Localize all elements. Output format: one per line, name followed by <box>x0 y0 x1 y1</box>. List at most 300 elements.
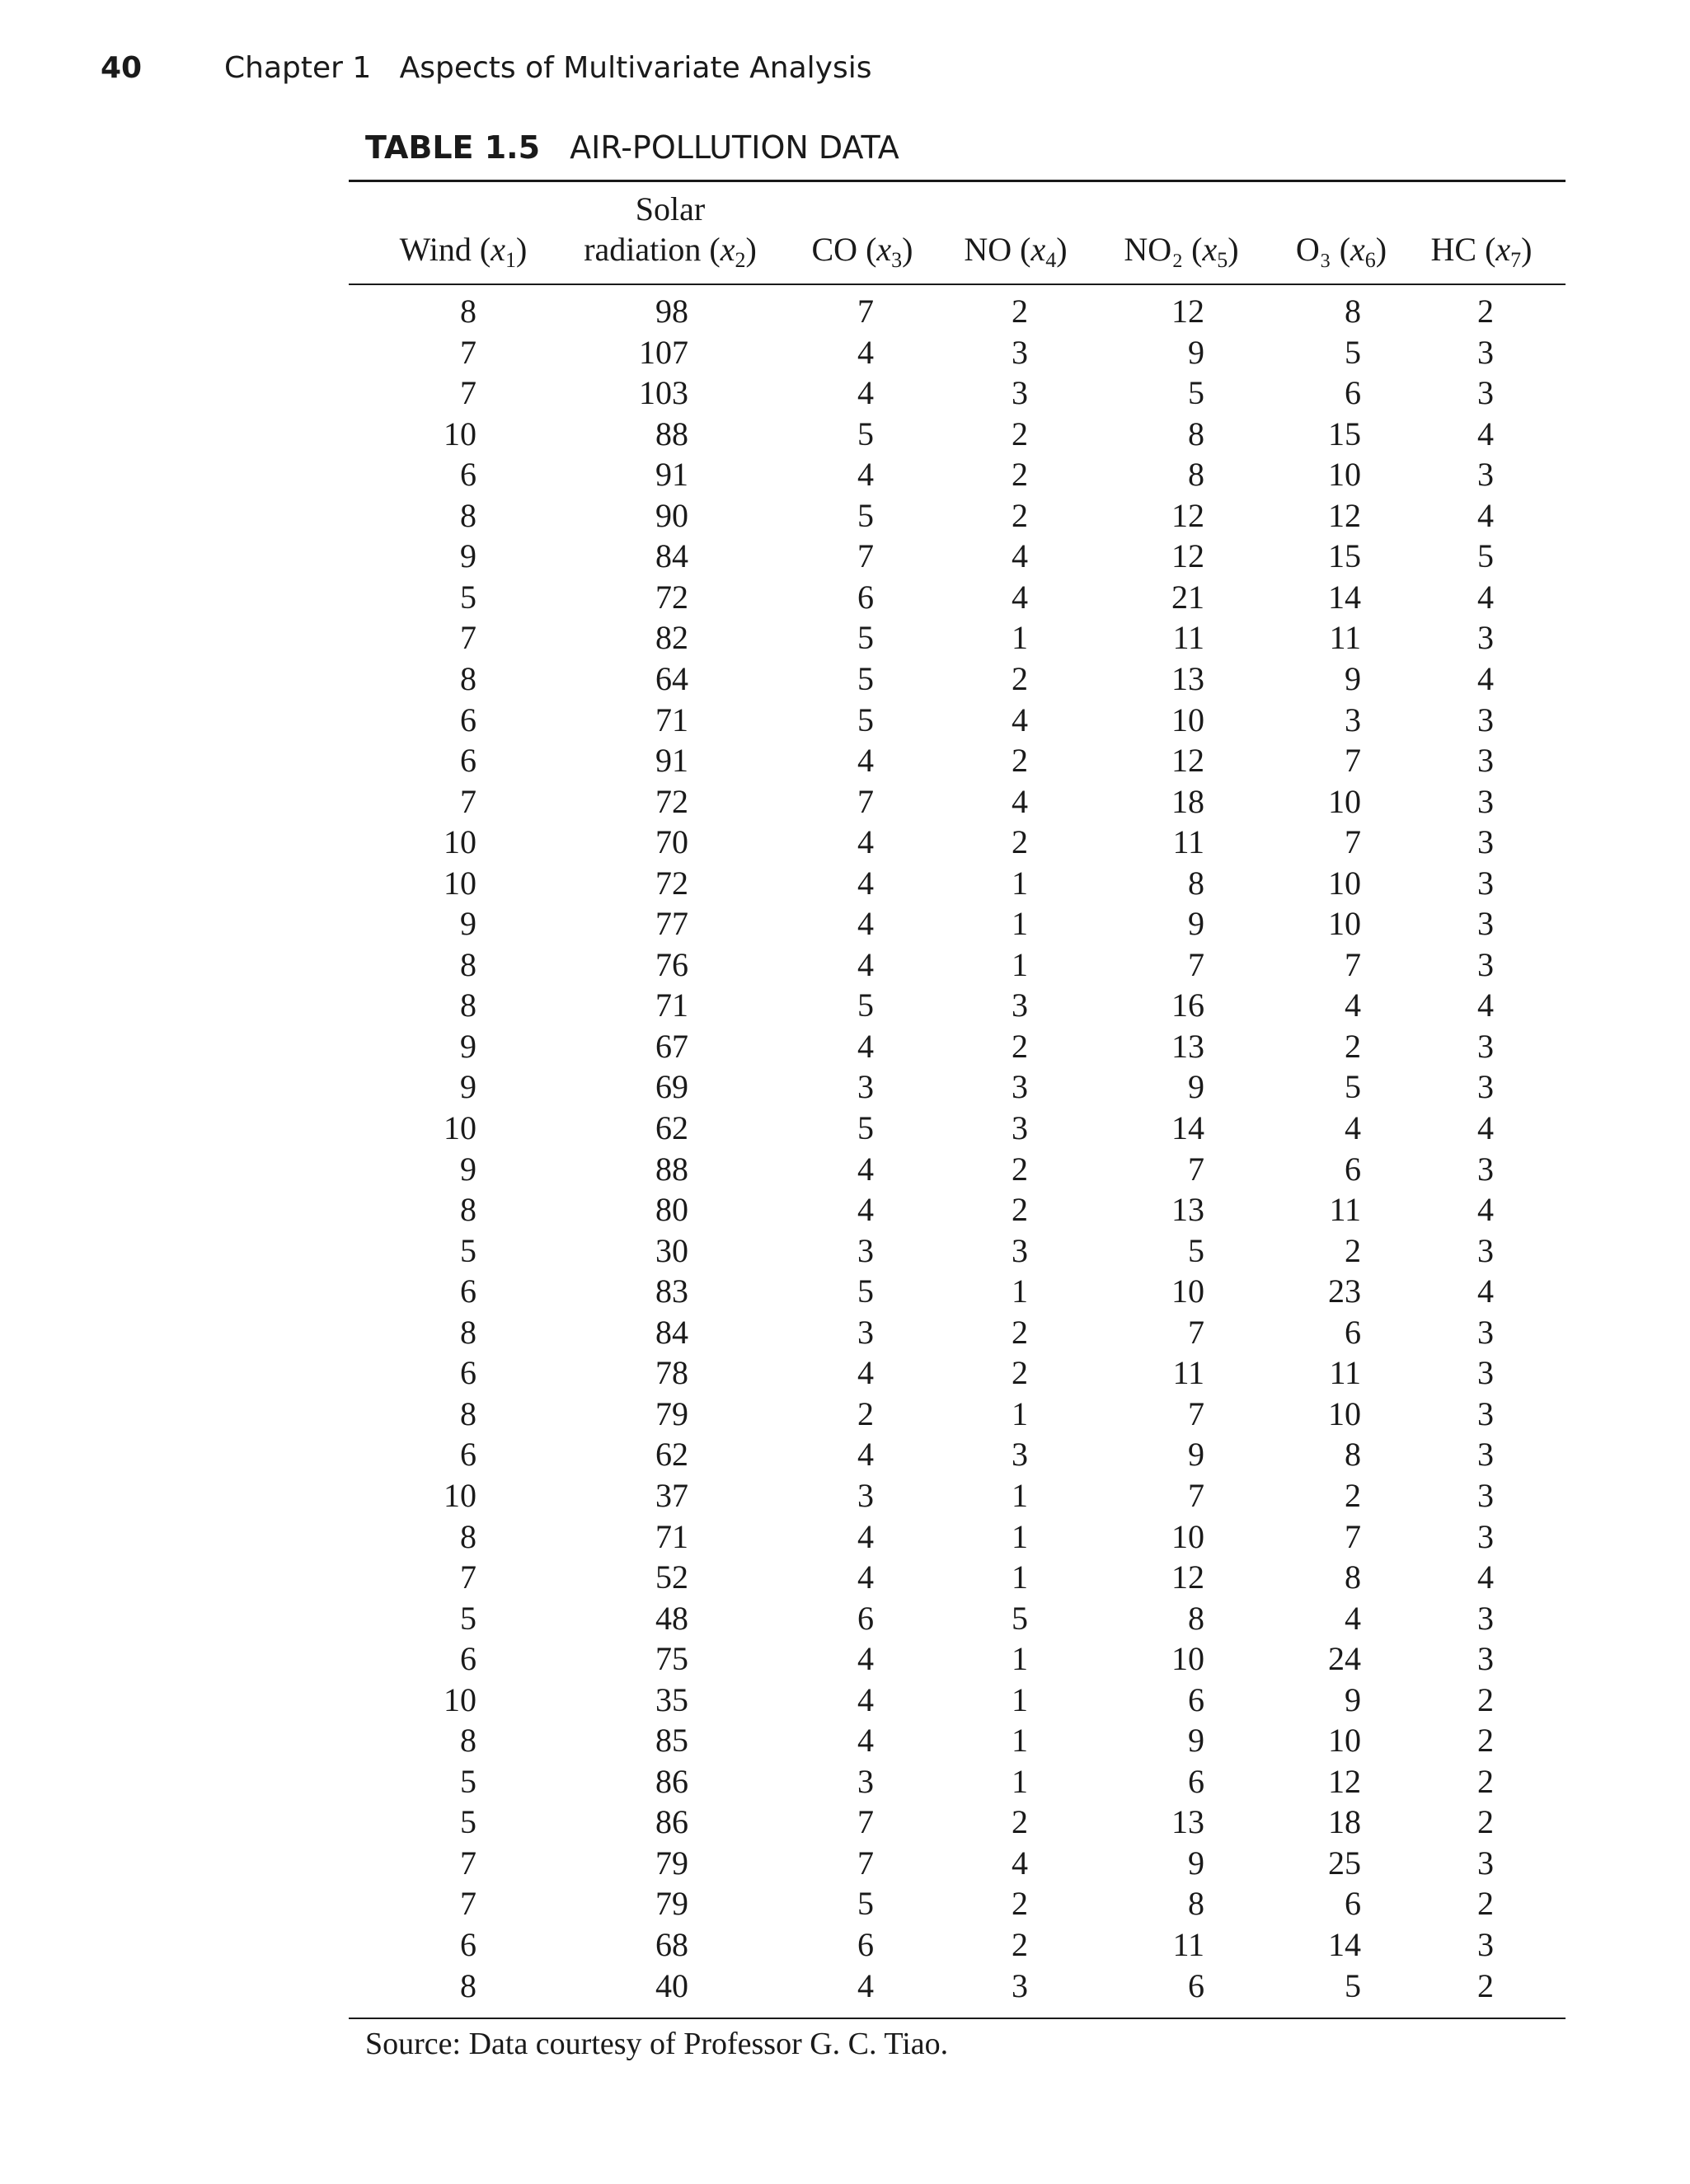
table-cell: 3 <box>1477 1354 1494 1392</box>
table-cell: 71 <box>655 701 688 738</box>
table-cell: 5 <box>857 987 874 1024</box>
table-cell: 86 <box>655 1803 688 1841</box>
table-cell: 6 <box>1188 1680 1204 1718</box>
table-cell: 7 <box>1188 1394 1204 1432</box>
table-cell: 4 <box>857 905 874 943</box>
table-cell: 2 <box>1012 1313 1028 1351</box>
table-cell: 3 <box>1477 1436 1494 1474</box>
table-cell: 79 <box>655 1394 688 1432</box>
table-cell: 8 <box>460 1966 476 2004</box>
table-cell: 10 <box>444 823 476 861</box>
table-cell: 2 <box>1012 1027 1028 1065</box>
table-cell: 8 <box>1188 1885 1204 1923</box>
table-cell: 3 <box>1012 1231 1028 1269</box>
table-cell: 10 <box>444 415 476 452</box>
table-cell: 10 <box>1328 905 1361 943</box>
table-cell: 6 <box>1188 1966 1204 2004</box>
table-cell: 3 <box>1477 1517 1494 1555</box>
table-cell: 8 <box>1188 1599 1204 1637</box>
table-cell: 8 <box>460 945 476 983</box>
table-cell: 6 <box>857 1599 874 1637</box>
table-cell: 1 <box>1012 1640 1028 1678</box>
table-cell: 4 <box>1477 659 1494 697</box>
table-cell: 4 <box>857 1191 874 1229</box>
table-cell: 3 <box>1477 864 1494 902</box>
table-bottom-rule <box>349 2018 1566 2019</box>
table-cell: 1 <box>1012 945 1028 983</box>
table-cell: 30 <box>655 1231 688 1269</box>
table-caption: AIR-POLLUTION DATA <box>570 129 899 166</box>
table-cell: 2 <box>1012 1150 1028 1188</box>
table-cell: 62 <box>655 1109 688 1146</box>
table-cell: 4 <box>857 945 874 983</box>
table-cell: 98 <box>655 293 688 330</box>
table-cell: 13 <box>1171 1027 1204 1065</box>
table-cell: 7 <box>1188 1313 1204 1351</box>
table-cell: 71 <box>655 987 688 1024</box>
table-cell: 7 <box>460 1844 476 1882</box>
table-cell: 6 <box>1345 374 1361 412</box>
table-cell: 1 <box>1012 905 1028 943</box>
table-cell: 3 <box>857 1313 874 1351</box>
table-cell: 2 <box>1012 1885 1028 1923</box>
table-cell: 14 <box>1328 578 1361 616</box>
column-header: NO $(x_4)$ <box>964 231 1068 272</box>
table-cell: 8 <box>460 659 476 697</box>
table-cell: 2 <box>1477 1885 1494 1923</box>
table-cell: 69 <box>655 1068 688 1106</box>
table-cell: 5 <box>1477 537 1494 575</box>
table-cell: 6 <box>857 1926 874 1963</box>
table-cell: 1 <box>1012 1762 1028 1800</box>
table-cell: 2 <box>1012 293 1028 330</box>
table-cell: 3 <box>1012 1436 1028 1474</box>
table-cell: 3 <box>1477 1476 1494 1514</box>
table-cell: 7 <box>857 537 874 575</box>
table-source-note: Source: Data courtesy of Professor G. C. Tiao. <box>365 2027 949 2061</box>
table-cell: 9 <box>460 905 476 943</box>
table-cell: 4 <box>1477 415 1494 452</box>
table-cell: 4 <box>857 864 874 902</box>
table-cell: 2 <box>1477 1966 1494 2004</box>
running-head: Chapter 1 Aspects of Multivariate Analysis <box>224 51 872 85</box>
column-header: NO₂ $(x_5)$ <box>1124 231 1239 272</box>
table-cell: 8 <box>460 1394 476 1432</box>
table-cell: 4 <box>1012 578 1028 616</box>
table-cell: 91 <box>655 456 688 494</box>
table-cell: 80 <box>655 1191 688 1229</box>
table-cell: 3 <box>1477 905 1494 943</box>
table-cell: 4 <box>1012 782 1028 820</box>
table-cell: 103 <box>639 374 688 412</box>
table-cell: 10 <box>444 1680 476 1718</box>
table-cell: 3 <box>1477 742 1494 780</box>
table-cell: 13 <box>1171 659 1204 697</box>
table-cell: 3 <box>1477 1150 1494 1188</box>
table-cell: 1 <box>1012 1680 1028 1718</box>
table-cell: 3 <box>1477 1231 1494 1269</box>
table-cell: 88 <box>655 1150 688 1188</box>
table-cell: 6 <box>1345 1313 1361 1351</box>
table-cell: 5 <box>857 1885 874 1923</box>
table-cell: 6 <box>1188 1762 1204 1800</box>
table-cell: 8 <box>460 1191 476 1229</box>
table-cell: 70 <box>655 823 688 861</box>
table-cell: 9 <box>1345 1680 1361 1718</box>
table-cell: 5 <box>857 1272 874 1310</box>
table-cell: 1 <box>1012 1558 1028 1596</box>
table-cell: 6 <box>460 456 476 494</box>
table-cell: 3 <box>1477 823 1494 861</box>
table-cell: 3 <box>1012 1109 1028 1146</box>
table-cell: 3 <box>857 1476 874 1514</box>
table-cell: 4 <box>857 333 874 371</box>
table-cell: 7 <box>460 782 476 820</box>
table-cell: 1 <box>1012 864 1028 902</box>
table-cell: 10 <box>1171 1640 1204 1678</box>
table-cell: 15 <box>1328 415 1361 452</box>
table-cell: 6 <box>1345 1150 1361 1188</box>
table-cell: 3 <box>1012 333 1028 371</box>
table-cell: 8 <box>460 496 476 534</box>
table-cell: 7 <box>1188 945 1204 983</box>
table-cell: 5 <box>460 1231 476 1269</box>
table-cell: 4 <box>857 1150 874 1188</box>
table-cell: 5 <box>1188 374 1204 412</box>
table-cell: 68 <box>655 1926 688 1963</box>
table-cell: 24 <box>1328 1640 1361 1678</box>
table-cell: 18 <box>1171 782 1204 820</box>
table-cell: 4 <box>1345 1599 1361 1637</box>
table-cell: 4 <box>1012 701 1028 738</box>
table-cell: 11 <box>1172 1354 1204 1392</box>
table-cell: 71 <box>655 1517 688 1555</box>
table-cell: 9 <box>1188 1722 1204 1760</box>
table-cell: 7 <box>1345 1517 1361 1555</box>
table-cell: 3 <box>1477 1844 1494 1882</box>
table-cell: 13 <box>1171 1803 1204 1841</box>
table-cell: 86 <box>655 1762 688 1800</box>
table-cell: 72 <box>655 864 688 902</box>
table-cell: 77 <box>655 905 688 943</box>
table-cell: 4 <box>857 1680 874 1718</box>
table-cell: 2 <box>857 1394 874 1432</box>
table-cell: 4 <box>857 742 874 780</box>
table-cell: 83 <box>655 1272 688 1310</box>
table-cell: 4 <box>1345 1109 1361 1146</box>
table-cell: 12 <box>1171 496 1204 534</box>
table-cell: 4 <box>857 1436 874 1474</box>
column-header: HC $(x_7)$ <box>1430 231 1533 272</box>
table-cell: 10 <box>444 1109 476 1146</box>
table-cell: 8 <box>1188 415 1204 452</box>
table-cell: 5 <box>460 1762 476 1800</box>
table-cell: 5 <box>857 619 874 657</box>
table-cell: 5 <box>857 1109 874 1146</box>
table-cell: 3 <box>1477 945 1494 983</box>
table-cell: 12 <box>1171 293 1204 330</box>
table-cell: 3 <box>1477 1599 1494 1637</box>
table-cell: 3 <box>1477 782 1494 820</box>
table-cell: 1 <box>1012 1394 1028 1432</box>
table-cell: 7 <box>460 374 476 412</box>
table-cell: 52 <box>655 1558 688 1596</box>
table-cell: 5 <box>460 1599 476 1637</box>
table-cell: 12 <box>1171 1558 1204 1596</box>
table-cell: 3 <box>1477 1068 1494 1106</box>
table-cell: 9 <box>460 1150 476 1188</box>
table-cell: 48 <box>655 1599 688 1637</box>
table-cell: 2 <box>1477 1722 1494 1760</box>
table-cell: 10 <box>444 864 476 902</box>
table-cell: 4 <box>1012 537 1028 575</box>
table-cell: 79 <box>655 1844 688 1882</box>
table-cell: 4 <box>1477 987 1494 1024</box>
table-cell: 12 <box>1171 537 1204 575</box>
table-cell: 10 <box>1171 1517 1204 1555</box>
table-cell: 4 <box>857 1966 874 2004</box>
table-cell: 2 <box>1345 1231 1361 1269</box>
table-cell: 8 <box>460 1722 476 1760</box>
table-cell: 7 <box>1345 742 1361 780</box>
column-header: CO $(x_3)$ <box>811 231 913 272</box>
table-cell: 4 <box>1477 496 1494 534</box>
table-cell: 4 <box>857 1640 874 1678</box>
table-cell: 2 <box>1012 823 1028 861</box>
table-cell: 10 <box>1328 1394 1361 1432</box>
table-cell: 10 <box>1328 1722 1361 1760</box>
table-cell: 10 <box>1328 864 1361 902</box>
table-cell: 3 <box>1477 333 1494 371</box>
table-cell: 6 <box>857 578 874 616</box>
table-cell: 1 <box>1012 1272 1028 1310</box>
table-cell: 7 <box>460 1558 476 1596</box>
table-header-rule <box>349 284 1566 285</box>
table-cell: 8 <box>460 987 476 1024</box>
table-cell: 7 <box>857 782 874 820</box>
table-cell: 3 <box>857 1762 874 1800</box>
table-cell: 5 <box>1345 1966 1361 2004</box>
table-cell: 12 <box>1328 496 1361 534</box>
column-header-line1: Solar <box>635 190 706 227</box>
table-cell: 5 <box>1012 1599 1028 1637</box>
table-cell: 3 <box>857 1231 874 1269</box>
table-cell: 2 <box>1012 1803 1028 1841</box>
table-cell: 9 <box>1188 333 1204 371</box>
table-cell: 11 <box>1329 1191 1361 1229</box>
table-cell: 25 <box>1328 1844 1361 1882</box>
table-cell: 7 <box>1188 1476 1204 1514</box>
table-cell: 7 <box>857 1803 874 1841</box>
table-cell: 7 <box>1345 945 1361 983</box>
table-cell: 8 <box>1345 1436 1361 1474</box>
table-cell: 72 <box>655 782 688 820</box>
table-title <box>365 129 899 166</box>
table-cell: 6 <box>460 1272 476 1310</box>
table-cell: 8 <box>1345 293 1361 330</box>
table-cell: 4 <box>857 374 874 412</box>
table-cell: 6 <box>460 1926 476 1963</box>
table-cell: 3 <box>1012 987 1028 1024</box>
table-cell: 4 <box>857 1027 874 1065</box>
table-cell: 1 <box>1012 1517 1028 1555</box>
table-cell: 4 <box>1477 578 1494 616</box>
table-cell: 67 <box>655 1027 688 1065</box>
table-cell: 3 <box>1345 701 1361 738</box>
table-cell: 5 <box>1188 1231 1204 1269</box>
table-cell: 2 <box>1477 293 1494 330</box>
table-cell: 3 <box>1012 1966 1028 2004</box>
table-cell: 3 <box>1477 619 1494 657</box>
table-cell: 6 <box>460 1640 476 1678</box>
table-cell: 8 <box>1188 456 1204 494</box>
table-cell: 11 <box>1172 619 1204 657</box>
table-cell: 1 <box>1012 619 1028 657</box>
table-cell: 2 <box>1012 415 1028 452</box>
table-cell: 78 <box>655 1354 688 1392</box>
table-cell: 5 <box>1345 333 1361 371</box>
table-cell: 4 <box>1345 987 1361 1024</box>
table-cell: 11 <box>1329 619 1361 657</box>
table-cell: 3 <box>1477 1394 1494 1432</box>
table-cell: 4 <box>1012 1844 1028 1882</box>
table-cell: 3 <box>1477 1640 1494 1678</box>
table-cell: 7 <box>1188 1150 1204 1188</box>
table-cell: 7 <box>460 1885 476 1923</box>
table-cell: 4 <box>857 823 874 861</box>
table-cell: 11 <box>1329 1354 1361 1392</box>
table-cell: 107 <box>639 333 688 371</box>
table-cell: 10 <box>1171 1272 1204 1310</box>
table-cell: 88 <box>655 415 688 452</box>
table-cell: 4 <box>857 1722 874 1760</box>
table-cell: 11 <box>1172 1926 1204 1963</box>
table-cell: 40 <box>655 1966 688 2004</box>
table-cell: 9 <box>460 537 476 575</box>
table-cell: 14 <box>1328 1926 1361 1963</box>
table-cell: 84 <box>655 1313 688 1351</box>
table-cell: 23 <box>1328 1272 1361 1310</box>
table-cell: 10 <box>444 1476 476 1514</box>
table-cell: 12 <box>1171 742 1204 780</box>
table-cell: 2 <box>1477 1803 1494 1841</box>
table-cell: 79 <box>655 1885 688 1923</box>
table-cell: 9 <box>460 1027 476 1065</box>
table-cell: 9 <box>1345 659 1361 697</box>
table-cell: 64 <box>655 659 688 697</box>
table-cell: 76 <box>655 945 688 983</box>
table-cell: 3 <box>1477 456 1494 494</box>
table-cell: 2 <box>1012 1354 1028 1392</box>
table-cell: 6 <box>460 701 476 738</box>
table-cell: 2 <box>1345 1027 1361 1065</box>
table-cell: 5 <box>857 701 874 738</box>
table-cell: 37 <box>655 1476 688 1514</box>
table-cell: 18 <box>1328 1803 1361 1841</box>
table-cell: 15 <box>1328 537 1361 575</box>
table-cell: 5 <box>857 659 874 697</box>
page-header <box>101 51 872 101</box>
column-header: radiation $(x_2)$ <box>584 231 757 272</box>
table-cell: 10 <box>1171 701 1204 738</box>
table-cell: 4 <box>1477 1558 1494 1596</box>
table-cell: 10 <box>1328 456 1361 494</box>
table-cell: 10 <box>1328 782 1361 820</box>
table-cell: 35 <box>655 1680 688 1718</box>
table-cell: 4 <box>857 1517 874 1555</box>
table-cell: 8 <box>1188 864 1204 902</box>
table-cell: 7 <box>460 333 476 371</box>
table-cell: 5 <box>1345 1068 1361 1106</box>
table-cell: 9 <box>1188 1436 1204 1474</box>
table-cell: 1 <box>1012 1722 1028 1760</box>
table-cell: 8 <box>460 1517 476 1555</box>
table-cell: 4 <box>857 456 874 494</box>
column-header: O₃ $(x_6)$ <box>1295 231 1387 272</box>
table-cell: 2 <box>1012 1926 1028 1963</box>
table-cell: 5 <box>460 578 476 616</box>
table-cell: 2 <box>1012 456 1028 494</box>
table-cell: 21 <box>1171 578 1204 616</box>
table-cell: 6 <box>460 742 476 780</box>
table-cell: 6 <box>1345 1885 1361 1923</box>
table-cell: 9 <box>1188 1068 1204 1106</box>
table-cell: 72 <box>655 578 688 616</box>
table-cell: 4 <box>1477 1109 1494 1146</box>
page-number: 40 <box>101 51 143 85</box>
table-cell: 1 <box>1012 1476 1028 1514</box>
table-cell: 9 <box>460 1068 476 1106</box>
table-cell: 6 <box>460 1354 476 1392</box>
table-cell: 12 <box>1328 1762 1361 1800</box>
table-cell: 84 <box>655 537 688 575</box>
table-cell: 3 <box>1477 1313 1494 1351</box>
table-cell: 85 <box>655 1722 688 1760</box>
table-cell: 3 <box>1477 701 1494 738</box>
table-cell: 3 <box>1012 374 1028 412</box>
table-label: TABLE 1.5 <box>365 129 541 166</box>
table-cell: 4 <box>857 1558 874 1596</box>
table-cell: 9 <box>1188 1844 1204 1882</box>
table-cell: 8 <box>1345 1558 1361 1596</box>
table-cell: 7 <box>460 619 476 657</box>
table-cell: 14 <box>1171 1109 1204 1146</box>
table-cell: 9 <box>1188 905 1204 943</box>
table-cell: 5 <box>857 415 874 452</box>
table-cell: 8 <box>460 1313 476 1351</box>
table-cell: 16 <box>1171 987 1204 1024</box>
table-cell: 11 <box>1172 823 1204 861</box>
table-cell: 2 <box>1012 659 1028 697</box>
table-cell: 5 <box>460 1803 476 1841</box>
table-cell: 3 <box>1477 1027 1494 1065</box>
table-cell: 3 <box>1012 1068 1028 1106</box>
column-header: Wind $(x_1)$ <box>399 231 528 272</box>
table-cell: 8 <box>460 293 476 330</box>
table-cell: 4 <box>1477 1272 1494 1310</box>
table-cell: 13 <box>1171 1191 1204 1229</box>
table-cell: 3 <box>1477 1926 1494 1963</box>
table-cell: 82 <box>655 619 688 657</box>
table-cell: 4 <box>857 1354 874 1392</box>
table-cell: 2 <box>1345 1476 1361 1514</box>
table-cell: 3 <box>857 1068 874 1106</box>
table-cell: 62 <box>655 1436 688 1474</box>
table-cell: 7 <box>1345 823 1361 861</box>
table-cell: 7 <box>857 293 874 330</box>
table-cell: 4 <box>1477 1191 1494 1229</box>
table-cell: 6 <box>460 1436 476 1474</box>
